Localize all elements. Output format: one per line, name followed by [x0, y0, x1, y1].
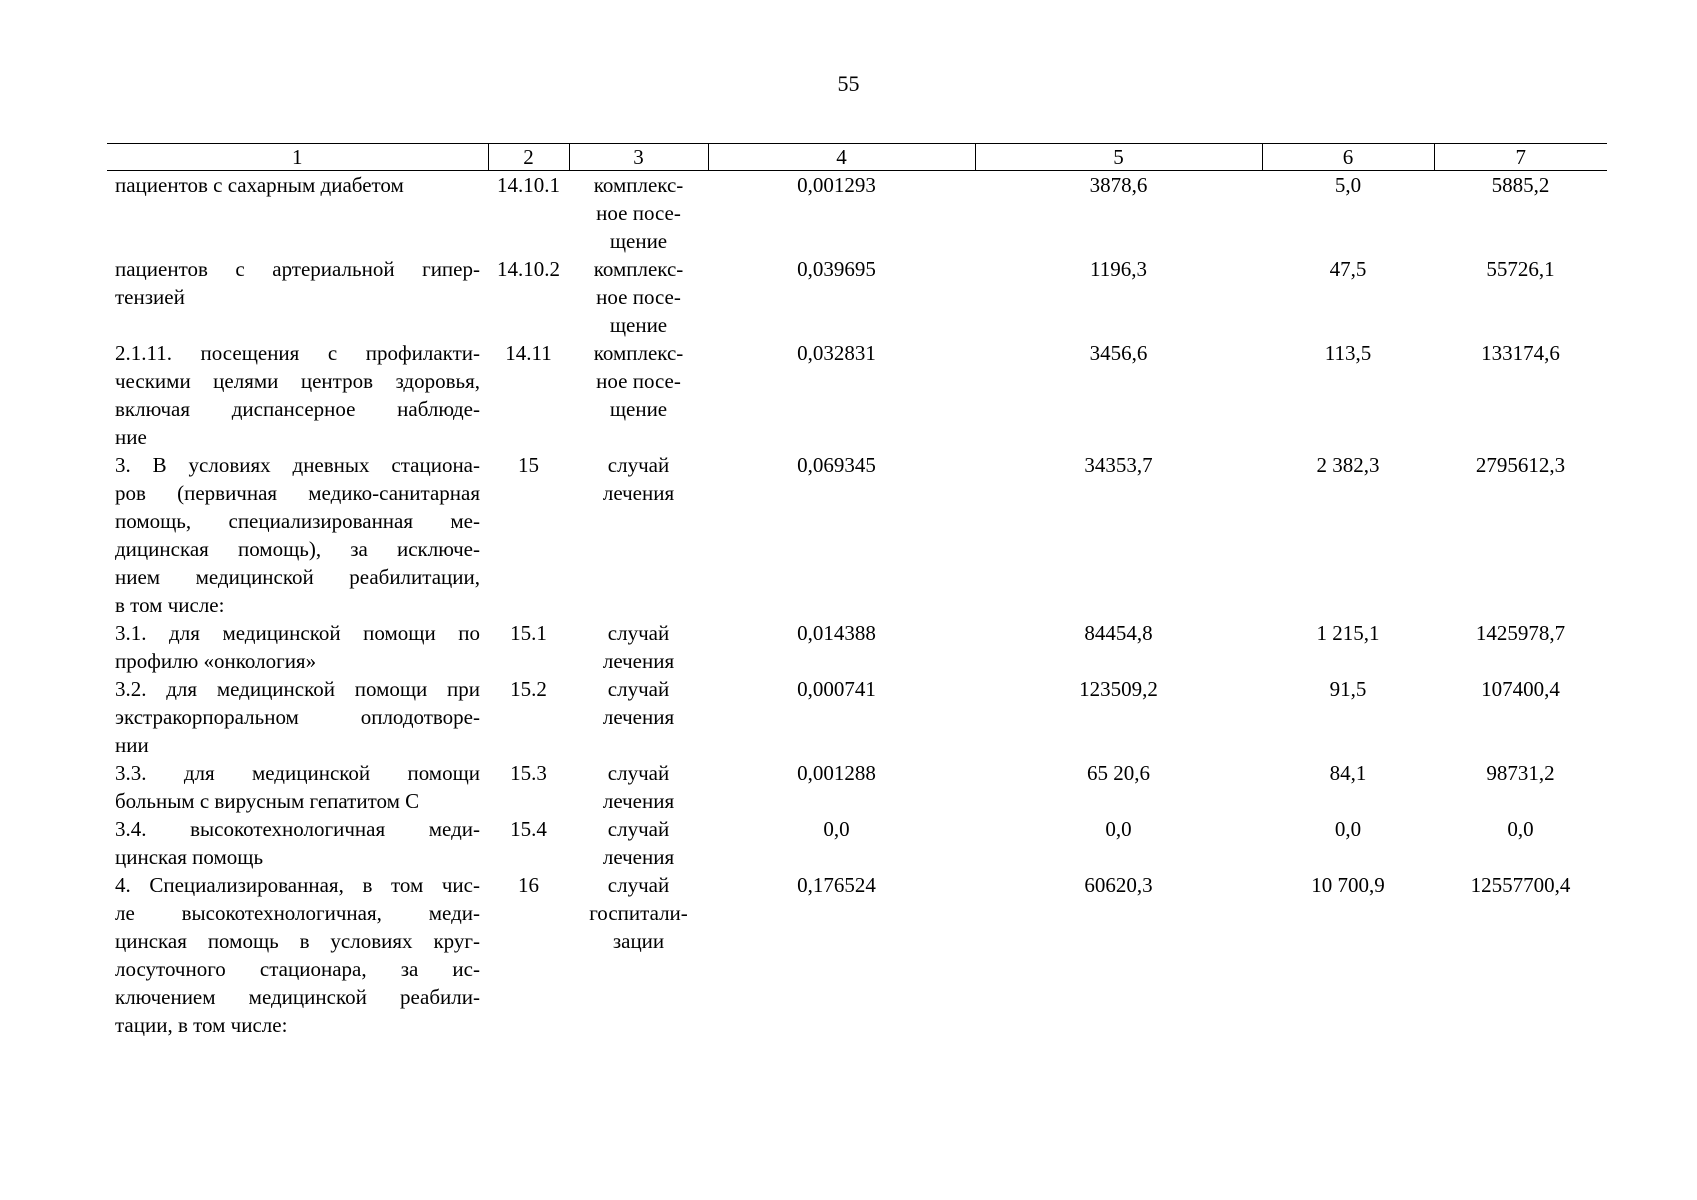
row-col6-cell: 84,1 [1329, 761, 1367, 785]
table-row [107, 255, 1607, 339]
row-col6-cell: 5,0 [1334, 173, 1362, 197]
row-col4-cell: 0,0 [823, 817, 850, 841]
row-col4-cell: 0,176524 [797, 873, 876, 897]
row-col6-cell: 10 700,9 [1311, 873, 1385, 897]
column-header: 5 [975, 144, 1262, 171]
row-unit-cell: случай лечения [602, 761, 675, 813]
row-code-cell: 14.10.2 [497, 257, 560, 281]
row-code-cell: 16 [518, 873, 539, 897]
row-unit-cell: комплекс- ное посе- щение [593, 173, 684, 253]
column-header: 2 [488, 144, 569, 171]
row-col7-cell: 55726,1 [1486, 257, 1555, 281]
row-col4-cell: 0,001288 [797, 761, 876, 785]
row-unit-cell: случай лечения [602, 677, 675, 729]
row-unit-cell: случай лечения [602, 621, 675, 673]
row-code-cell: 14.11 [505, 341, 552, 365]
page-number: 55 [837, 71, 860, 96]
data-table [107, 143, 1607, 1039]
row-col5-cell: 123509,2 [1079, 677, 1158, 701]
row-name-cell: 3.2. для медицинской помощи при экстракорпоральном оплодотворе- нии [115, 677, 480, 757]
table-row [107, 871, 1607, 1039]
row-col5-cell: 60620,3 [1084, 873, 1153, 897]
table-row [107, 451, 1607, 619]
column-header: 7 [1434, 144, 1607, 171]
column-header: 3 [569, 144, 708, 171]
row-unit-cell: случай госпитали- зации [589, 873, 688, 953]
row-col5-cell: 0,0 [1105, 817, 1132, 841]
row-name-cell: 3.4. высокотехнологичная меди- цинская помощь [115, 817, 480, 869]
row-col7-cell: 133174,6 [1481, 341, 1560, 365]
row-unit-cell: комплекс- ное посе- щение [593, 257, 684, 337]
table-row [107, 619, 1607, 675]
row-name-cell: 3.3. для медицинской помощи больным с вирусным гепатитом С [115, 761, 480, 813]
row-code-cell: 14.10.1 [497, 173, 560, 197]
row-col4-cell: 0,069345 [797, 453, 876, 477]
row-unit-cell: случай лечения [602, 453, 675, 505]
header-row [107, 144, 1607, 171]
row-col6-cell: 1 215,1 [1316, 621, 1380, 645]
row-unit-cell: комплекс- ное посе- щение [593, 341, 684, 421]
row-col5-cell: 34353,7 [1084, 453, 1153, 477]
row-col7-cell: 2795612,3 [1475, 453, 1566, 477]
column-header: 4 [708, 144, 975, 171]
row-col7-cell: 0,0 [1507, 817, 1534, 841]
table-row [107, 815, 1607, 871]
row-col5-cell: 3456,6 [1089, 341, 1148, 365]
row-col6-cell: 91,5 [1329, 677, 1367, 701]
row-col4-cell: 0,014388 [797, 621, 876, 645]
row-name-cell: 2.1.11. посещения с профилакти- ческими целями центров здоровья, включая диспансерное наблюде- ние [115, 341, 480, 449]
row-name-cell: пациентов с артериальной гипер- тензией [115, 257, 480, 309]
row-col7-cell: 5885,2 [1491, 173, 1550, 197]
row-name-cell: 4. Специализированная, в том чис- ле высокотехнологичная, меди- цинская помощь в условиях круг- лосуточного стационара, за ис- ключением медицинской реабили- тации, в том числе: [115, 873, 480, 1037]
row-col4-cell: 0,001293 [797, 173, 876, 197]
row-col6-cell: 2 382,3 [1316, 453, 1380, 477]
row-col6-cell: 0,0 [1334, 817, 1362, 841]
row-code-cell: 15 [518, 453, 539, 477]
row-col4-cell: 0,039695 [797, 257, 876, 281]
row-unit-cell: случай лечения [602, 817, 675, 869]
table-row [107, 171, 1607, 256]
row-code-cell: 15.1 [510, 621, 547, 645]
row-name-cell: 3. В условиях дневных стациона- ров (первичная медико-санитарная помощь, специализированная ме- дицинская помощь), за исключе- нием медицинской реабилитации, в том числе: [115, 453, 480, 617]
row-col5-cell: 3878,6 [1089, 173, 1148, 197]
row-col4-cell: 0,000741 [797, 677, 876, 701]
row-col7-cell: 1425978,7 [1475, 621, 1566, 645]
column-header: 6 [1262, 144, 1434, 171]
row-col6-cell: 47,5 [1329, 257, 1367, 281]
row-col5-cell: 84454,8 [1084, 621, 1153, 645]
table-row [107, 675, 1607, 759]
row-col6-cell: 113,5 [1324, 341, 1372, 365]
row-code-cell: 15.3 [510, 761, 547, 785]
table-row [107, 339, 1607, 451]
column-header: 1 [107, 144, 488, 171]
row-col7-cell: 107400,4 [1481, 677, 1560, 701]
table-row [107, 759, 1607, 815]
row-col5-cell: 1196,3 [1090, 257, 1147, 281]
row-name-cell: пациентов с сахарным диабетом [115, 173, 404, 197]
row-col7-cell: 98731,2 [1486, 761, 1555, 785]
row-name-cell: 3.1. для медицинской помощи по профилю «онкология» [115, 621, 480, 673]
row-col4-cell: 0,032831 [797, 341, 876, 365]
row-code-cell: 15.4 [510, 817, 547, 841]
row-col7-cell: 12557700,4 [1470, 873, 1571, 897]
row-code-cell: 15.2 [510, 677, 547, 701]
row-col5-cell: 65 20,6 [1087, 761, 1150, 785]
